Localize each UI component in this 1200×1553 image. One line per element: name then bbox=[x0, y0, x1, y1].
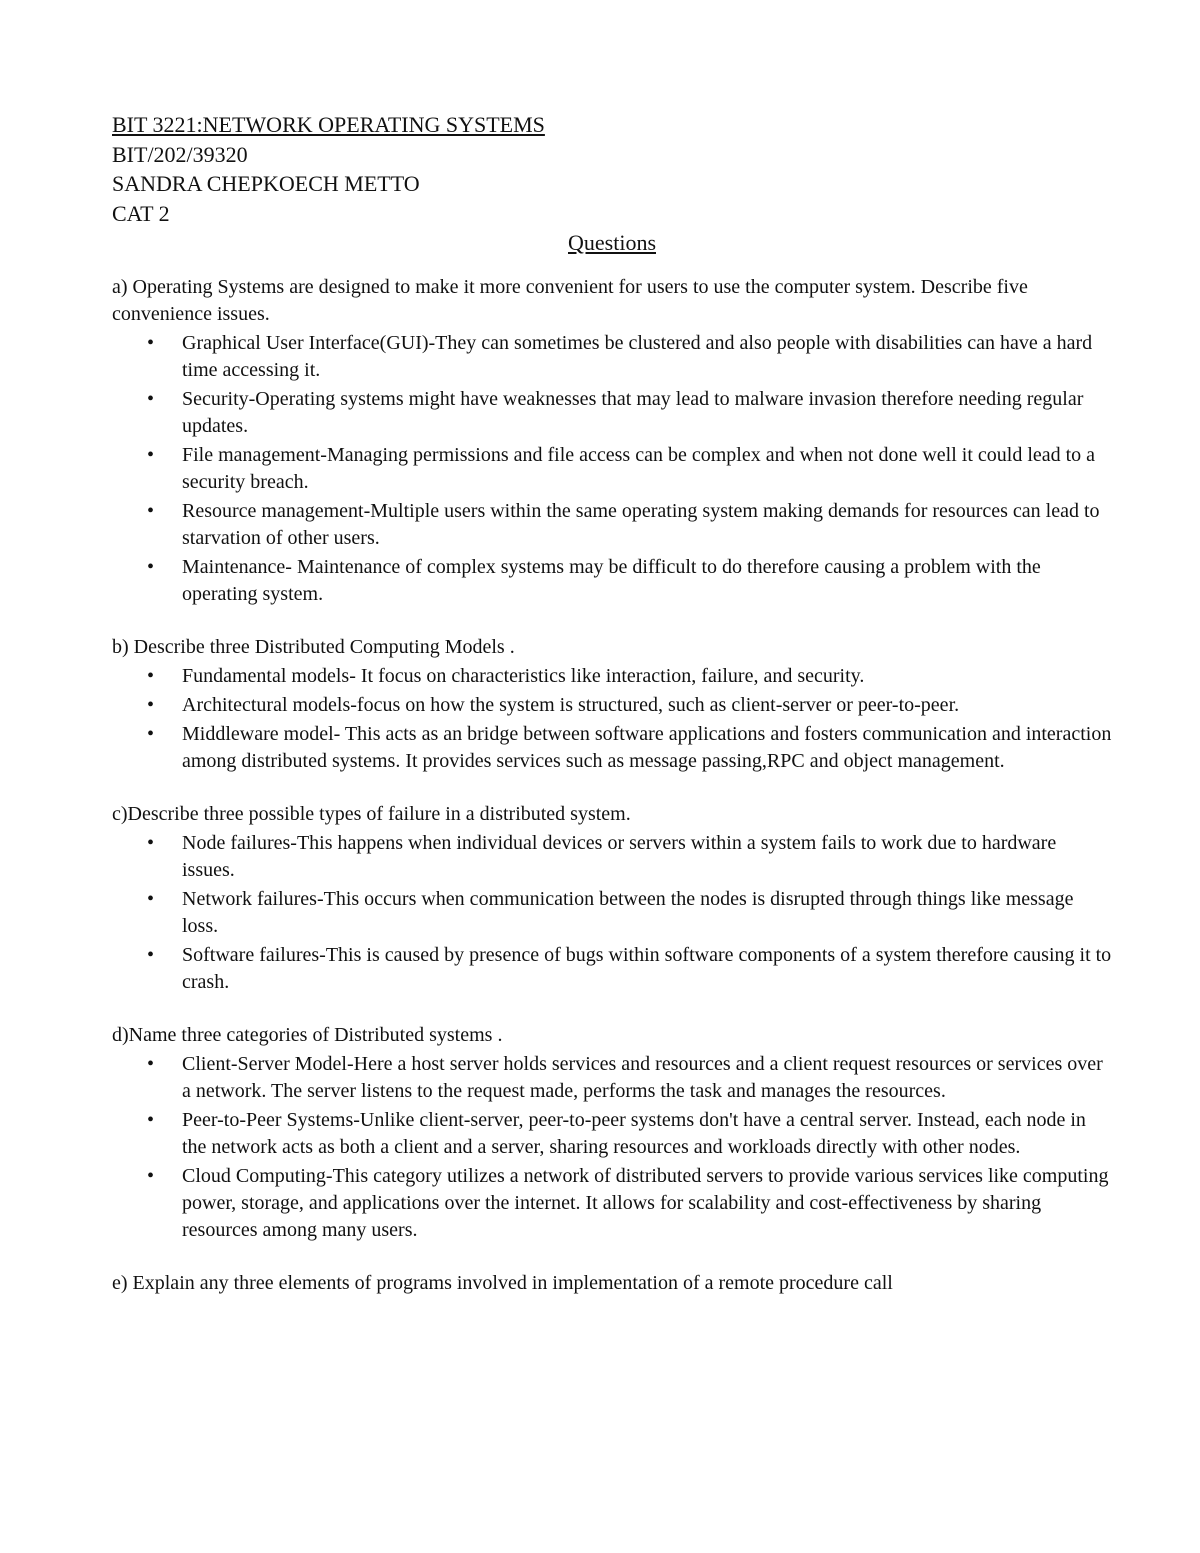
answer-text: Security-Operating systems might have weaknesses that may lead to malware invasion therefore needing regular updates. bbox=[182, 388, 1084, 437]
answer-item bbox=[147, 692, 1112, 719]
answer-text: Network failures-This occurs when communication between the nodes is disrupted through things like message loss. bbox=[182, 888, 1074, 937]
registration-number: BIT/202/39320 bbox=[112, 141, 248, 167]
bullet-icon: • bbox=[147, 1165, 155, 1187]
course-title: BIT 3221:NETWORK OPERATING SYSTEMS bbox=[112, 112, 545, 137]
answer-item bbox=[147, 721, 1112, 775]
bullet-icon: • bbox=[147, 556, 155, 578]
answer-item bbox=[147, 1051, 1112, 1105]
answer-item bbox=[147, 386, 1112, 440]
question-block bbox=[112, 274, 1112, 608]
answer-list bbox=[112, 1051, 1112, 1244]
answer-text: Cloud Computing-This category utilizes a network of distributed servers to provide various services like computing power, storage, and applications over the internet. It allows for scalability and cost-effectiveness by sharing resources among many users. bbox=[182, 1165, 1109, 1241]
answer-text: Fundamental models- It focus on characteristics like interaction, failure, and security. bbox=[182, 665, 865, 687]
answer-item bbox=[147, 1163, 1112, 1244]
answer-item bbox=[147, 663, 1112, 690]
answer-text: Middleware model- This acts as an bridge between software applications and fosters communication and interaction among distributed systems. It provides services such as message passing,RPC and object management. bbox=[182, 723, 1112, 772]
bullet-icon: • bbox=[147, 944, 155, 966]
bullet-icon: • bbox=[147, 694, 155, 716]
questions-list bbox=[112, 274, 1112, 1297]
question-block bbox=[112, 801, 1112, 996]
bullet-icon: • bbox=[147, 500, 155, 522]
answer-list bbox=[112, 330, 1112, 608]
document-page bbox=[112, 110, 1112, 1323]
bullet-icon: • bbox=[147, 888, 155, 910]
answer-text: Software failures-This is caused by presence of bugs within software components of a system therefore causing it to crash. bbox=[182, 944, 1112, 993]
question-text: d)Name three categories of Distributed systems . bbox=[112, 1024, 503, 1046]
question-text: a) Operating Systems are designed to make it more convenient for users to use the computer system. Describe five convenience issues. bbox=[112, 276, 1028, 325]
answer-text: Architectural models-focus on how the system is structured, such as client-server or peer-to-peer. bbox=[182, 694, 960, 716]
question-block bbox=[112, 634, 1112, 775]
answer-text: Node failures-This happens when individual devices or servers within a system fails to work due to hardware issues. bbox=[182, 832, 1057, 881]
answer-item bbox=[147, 830, 1112, 884]
bullet-icon: • bbox=[147, 332, 155, 354]
bullet-icon: • bbox=[147, 665, 155, 687]
section-title: Questions bbox=[568, 230, 656, 255]
bullet-icon: • bbox=[147, 388, 155, 410]
answer-list bbox=[112, 663, 1112, 775]
answer-item bbox=[147, 886, 1112, 940]
answer-text: Maintenance- Maintenance of complex systems may be difficult to do therefore causing a problem with the operating system. bbox=[182, 556, 1041, 605]
bullet-icon: • bbox=[147, 832, 155, 854]
question-text: b) Describe three Distributed Computing Models . bbox=[112, 636, 515, 658]
answer-item bbox=[147, 498, 1112, 552]
answer-text: Resource management-Multiple users within the same operating system making demands for resources can lead to starvation of other users. bbox=[182, 500, 1100, 549]
question-block bbox=[112, 1022, 1112, 1244]
question-block bbox=[112, 1270, 1112, 1297]
question-text: c)Describe three possible types of failure in a distributed system. bbox=[112, 803, 631, 825]
answer-item bbox=[147, 330, 1112, 384]
bullet-icon: • bbox=[147, 1053, 155, 1075]
assessment-label: CAT 2 bbox=[112, 200, 170, 226]
question-text: e) Explain any three elements of programs involved in implementation of a remote procedure call bbox=[112, 1272, 893, 1294]
student-name: SANDRA CHEPKOECH METTO bbox=[112, 171, 420, 196]
answer-text: Peer-to-Peer Systems-Unlike client-server, peer-to-peer systems don't have a central server. Instead, each node in the network acts as both a client and a server, sharing resources and workloads directly with other nodes. bbox=[182, 1109, 1086, 1158]
bullet-icon: • bbox=[147, 723, 155, 745]
answer-text: Client-Server Model-Here a host server holds services and resources and a client request resources or services over a network. The server listens to the request made, performs the task and manages the resources. bbox=[182, 1053, 1103, 1102]
answer-list bbox=[112, 830, 1112, 996]
answer-item bbox=[147, 942, 1112, 996]
answer-item bbox=[147, 442, 1112, 496]
answer-item bbox=[147, 554, 1112, 608]
answer-item bbox=[147, 1107, 1112, 1161]
bullet-icon: • bbox=[147, 1109, 155, 1131]
bullet-icon: • bbox=[147, 444, 155, 466]
answer-text: Graphical User Interface(GUI)-They can sometimes be clustered and also people with disabilities can have a hard time accessing it. bbox=[182, 332, 1093, 381]
answer-text: File management-Managing permissions and file access can be complex and when not done well it could lead to a security breach. bbox=[182, 444, 1096, 493]
